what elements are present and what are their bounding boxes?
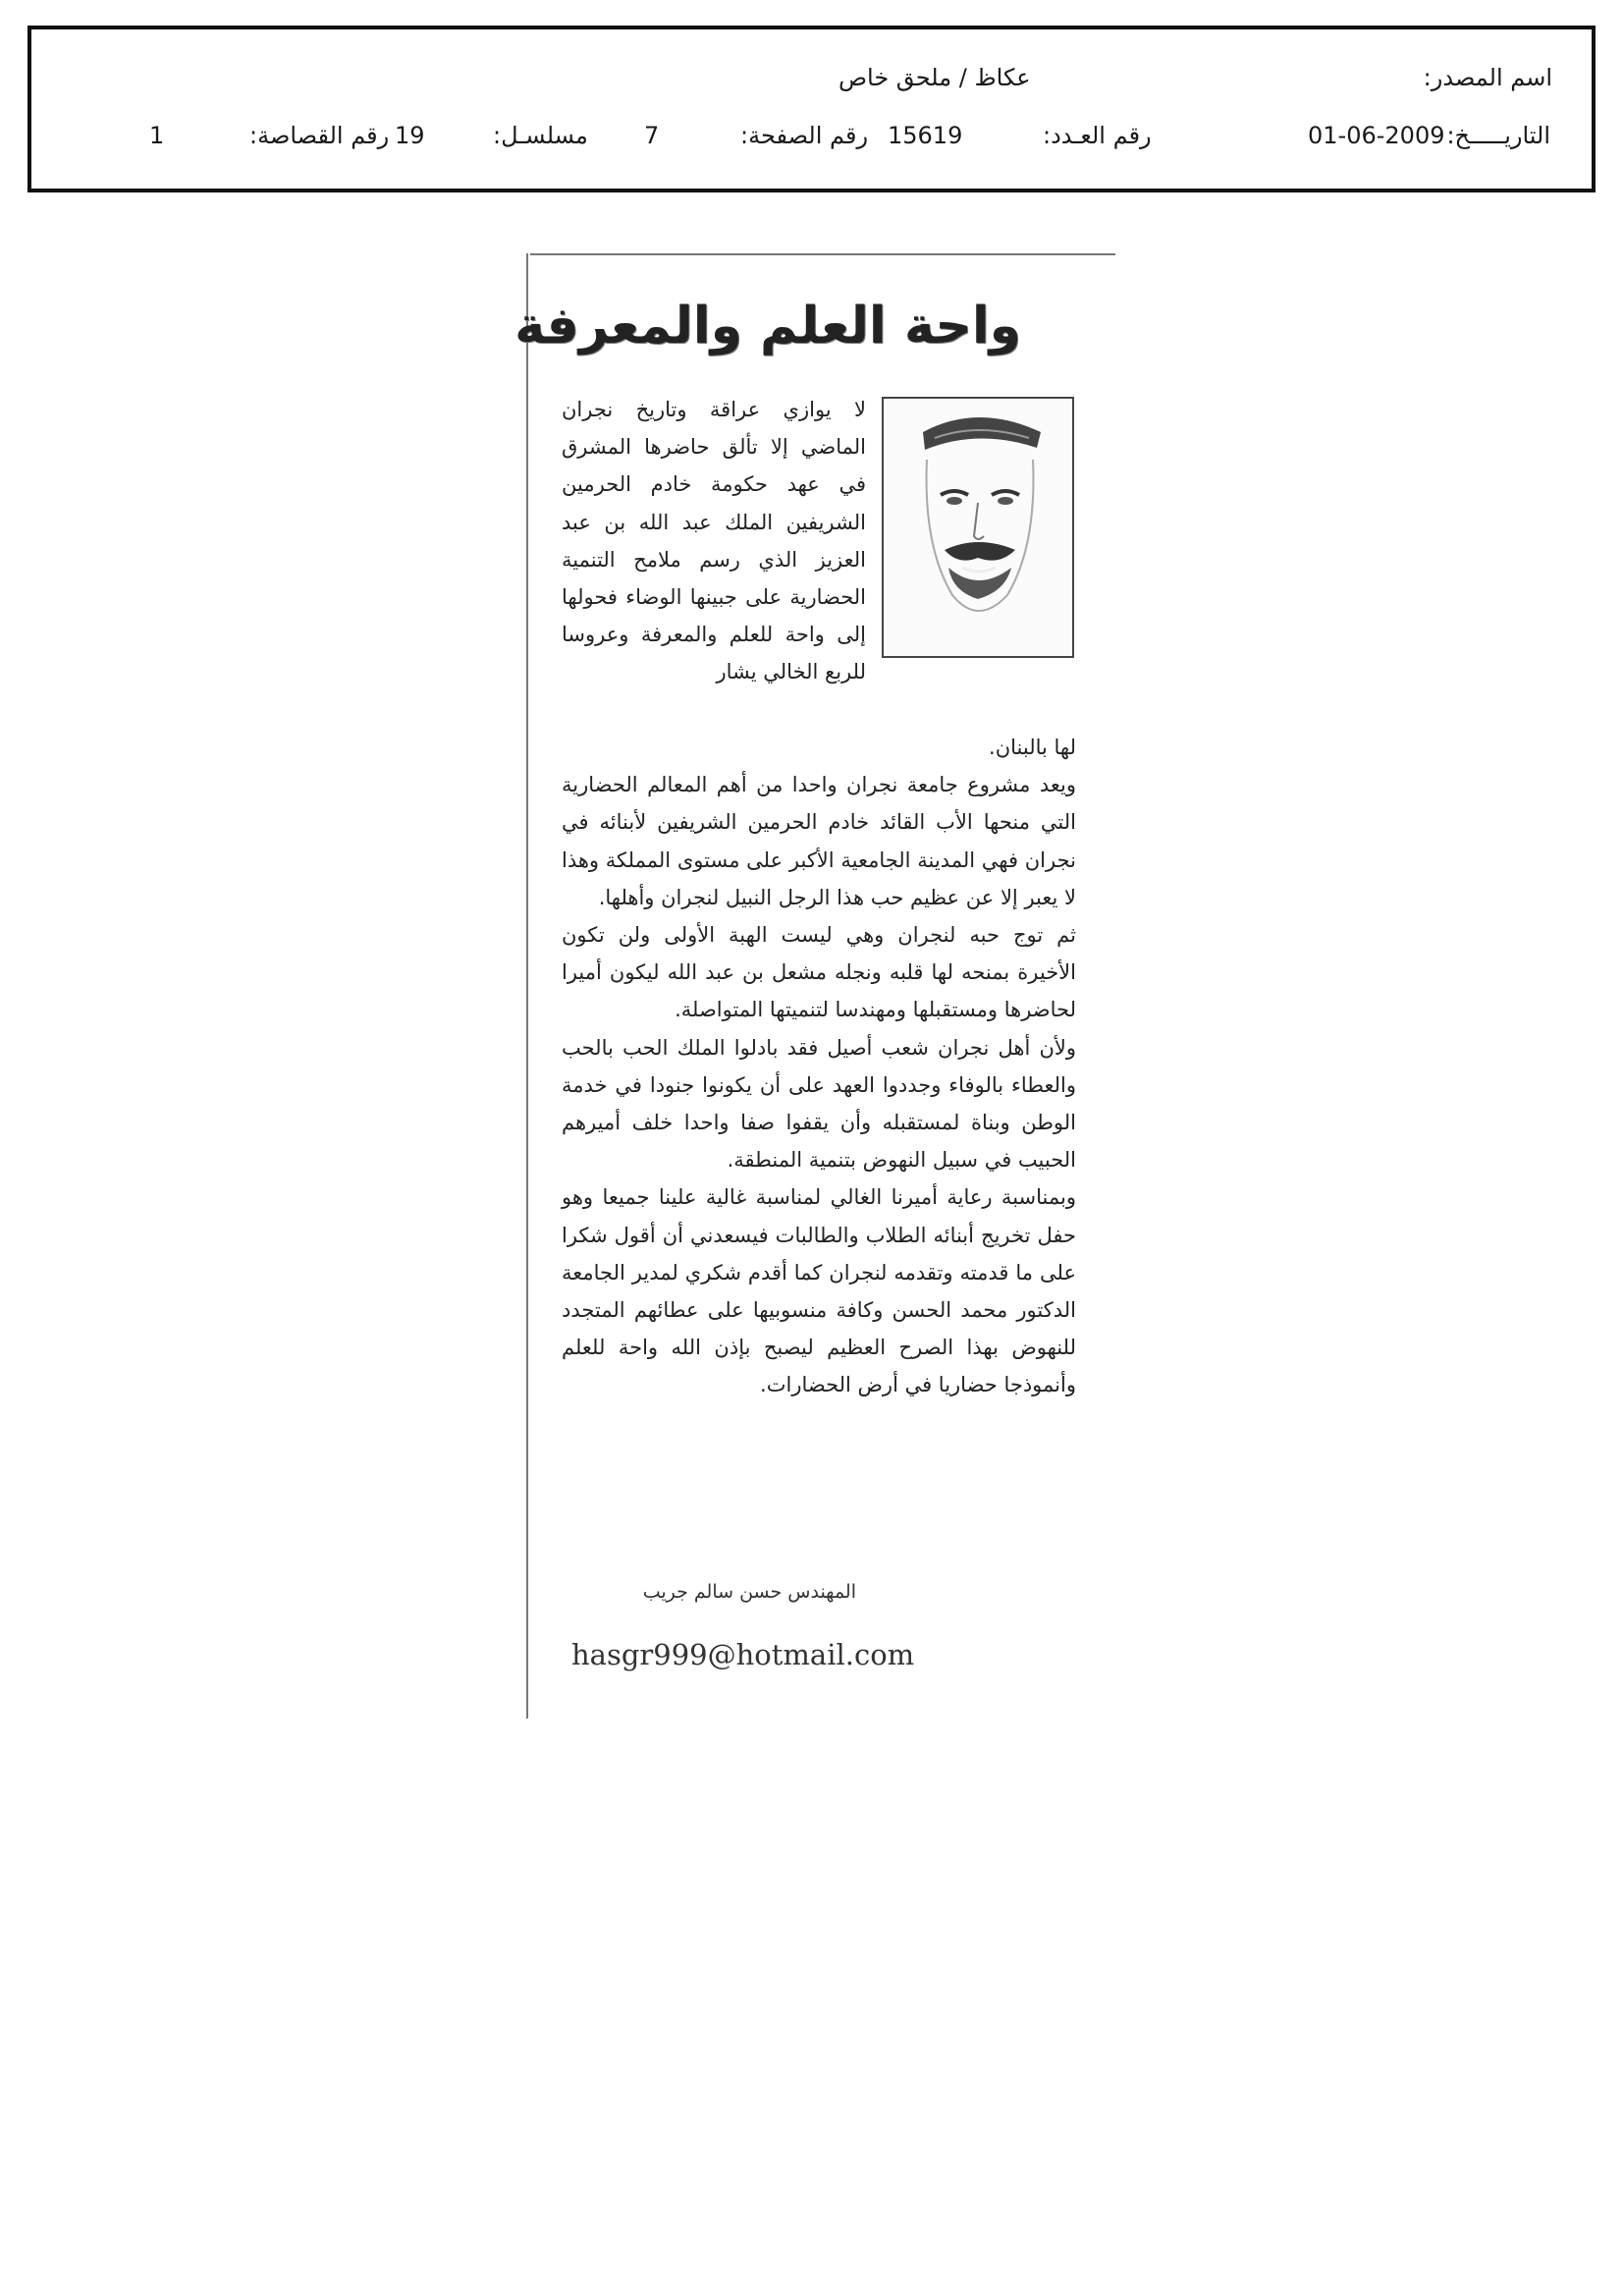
paragraph: ويعد مشروع جامعة نجران واحدا من أهم المعالم الحضارية التي منحها الأب القائد خادم الحرمين الشريفين لأبنائه في نجران فهي المدينة الجامعية الأكبر على مستوى المملكة وهذا لا يعبر إلا عن عظيم حب هذا الرجل النبيل لنجران وأهلها. — [562, 773, 1076, 909]
clipping-metadata-box — [27, 26, 1596, 192]
page-value: 7 — [644, 122, 660, 149]
issue-label: رقم العـدد: — [1043, 122, 1152, 149]
author-portrait-icon — [884, 399, 1072, 656]
author-photo — [882, 397, 1074, 658]
clipping-value: 1 — [149, 122, 165, 149]
date-value: 01-06-2009 — [1308, 122, 1445, 149]
clipping-label: رقم القصاصة: — [249, 122, 390, 149]
clipping-border-top — [530, 253, 1115, 255]
paragraph: وبمناسبة رعاية أميرنا الغالي لمناسبة غالية علينا جميعا وهو حفل تخريج أبنائه الطلاب والطالبات فيسعدني أن أقول شكرا على ما قدمته وتقدمه لنجران كما أقدم شكري لمدير الجامعة الدكتور محمد الحسن وكافة منسوبيها على عطائهم المتجدد للنهوض بهذا الصرح العظيم ليصبح بإذن الله واحة للعلم وأنموذجا حضاريا في أرض الحضارات. — [562, 1185, 1076, 1397]
article-intro: لا يوازي عراقة وتاريخ نجران الماضي إلا تألق حاضرها المشرق في عهد حكومة خادم الحرمين الشريفين الملك عبد الله بن عبد العزيز الذي رسم ملامح التنمية الحضارية على جبينها الوضاء فحولها إلى واحة للعلم والمعرفة وعروسا للربع الخالي يشار — [562, 398, 866, 684]
date-label: التاريـــــخ: — [1446, 122, 1550, 149]
source-label: اسم المصدر: — [1423, 64, 1552, 91]
page-label: رقم الصفحة: — [740, 122, 869, 149]
paragraph: ثم توج حبه لنجران وهي ليست الهبة الأولى ولن تكون الأخيرة بمنحه لها قلبه ونجله مشعل بن عبد الله ليكون أميرا لحاضرها ومستقبلها ومهندسا لتنميتها المتواصلة. — [562, 923, 1076, 1022]
article-title: واحة العلم والمعرفة — [514, 297, 1021, 355]
issue-value: 15619 — [888, 122, 963, 149]
paragraph: لها بالبنان. — [989, 736, 1076, 759]
article-body — [562, 729, 1076, 1404]
author-email: hasgr999@hotmail.com — [571, 1638, 915, 1671]
author-name: المهندس حسن سالم جريب — [642, 1581, 856, 1603]
serial-value: 19 — [395, 122, 425, 149]
clipping-border-left — [526, 253, 528, 1719]
source-value: عكاظ / ملحق خاص — [839, 64, 1031, 91]
paragraph: ولأن أهل نجران شعب أصيل فقد بادلوا الملك الحب بالحب والعطاء بالوفاء وجددوا العهد على أن يكونوا جنودا في خدمة الوطن وبناة لمستقبله وأن يقفوا صفا واحدا خلف أميرهم الحبيب في سبيل النهوض بتنمية المنطقة. — [562, 1035, 1076, 1173]
serial-label: مسلسـل: — [493, 122, 588, 149]
